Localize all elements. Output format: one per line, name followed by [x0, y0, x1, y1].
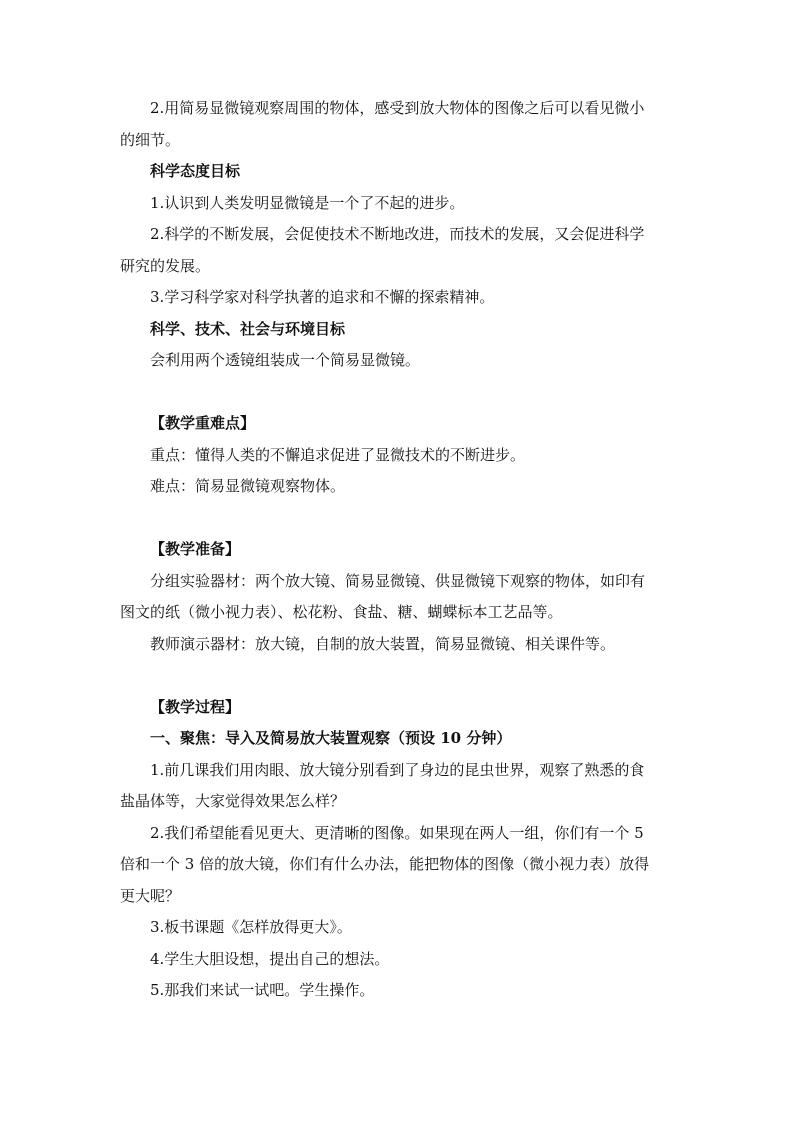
paragraph-group-materials	[120, 566, 674, 629]
paragraph-attitude-3: 3.学习科学家对科学执著的追求和不懈的探索精神。	[150, 288, 495, 306]
heading-stse-goals: 科学、技术、社会与环境目标	[150, 319, 346, 338]
heading-step-1: 一、聚焦：导入及简易放大装置观察（预设 10 分钟）	[150, 729, 512, 747]
text-line: 2.用简易显微镜观察周围的物体，感受到放大物体的图像之后可以看见微小	[150, 99, 645, 117]
text-line: 分组实验器材：两个放大镜、简易显微镜、供显微镜下观察的物体，如印有	[150, 571, 646, 590]
paragraph-step-1-4: 4.学生大胆设想，提出自己的想法。	[150, 949, 390, 968]
paragraph-stse: 会利用两个透镜组装成一个简易显微镜。	[150, 351, 421, 369]
text-line: 2.科学的不断发展，会促使技术不断地改进，而技术的发展，又会促进科学	[150, 225, 645, 243]
heading-process: 【教学过程】	[150, 697, 241, 716]
spacer	[120, 377, 674, 409]
paragraph-step-1-1	[120, 755, 674, 818]
text-line: 更大呢？	[120, 886, 181, 905]
paragraph-teacher-materials: 教师演示器材：放大镜，自制的放大装置，简易显微镜、相关课件等。	[150, 634, 616, 653]
paragraph-difficulty: 难点：简易显微镜观察物体。	[150, 477, 346, 495]
text-line: 的细节。	[120, 130, 181, 149]
text-line: 2.我们希望能看见更大、更清晰的图像。如果现在两人一组，你们有一个 5	[150, 823, 644, 842]
paragraph-step-1-3: 3.板书课题《怎样放得更大》。	[150, 918, 352, 936]
paragraph-step-1-2	[120, 818, 674, 913]
document-page	[120, 93, 674, 1007]
paragraph-step-1-5: 5.那我们来试一试吧。学生操作。	[150, 981, 375, 999]
spacer	[120, 660, 674, 692]
spacer	[120, 503, 674, 535]
heading-attitude-goals: 科学态度目标	[150, 162, 241, 180]
paragraph-attitude-1: 1.认识到人类发明显微镜是一个了不起的进步。	[150, 193, 465, 212]
text-line: 倍和一个 3 倍的放大镜，你们有什么办法，能把物体的图像（微小视力表）放得	[120, 855, 650, 873]
text-line: 图文的纸（微小视力表）、松花粉、食盐、糖、蝴蝶标本工艺品等。	[120, 603, 563, 621]
heading-key-points: 【教学重难点】	[150, 414, 256, 432]
paragraph-key-point: 重点：懂得人类的不懈追求促进了显微技术的不断进步。	[150, 445, 526, 464]
text-line: 研究的发展。	[120, 256, 211, 275]
paragraph-attitude-2	[120, 219, 674, 282]
paragraph-objective-2	[120, 93, 674, 156]
text-line: 1.前几课我们用肉眼、放大镜分别看到了身边的昆虫世界，观察了熟悉的食	[150, 760, 645, 779]
heading-preparation: 【教学准备】	[150, 540, 241, 558]
text-line: 盐晶体等，大家觉得效果怎么样？	[120, 792, 346, 810]
